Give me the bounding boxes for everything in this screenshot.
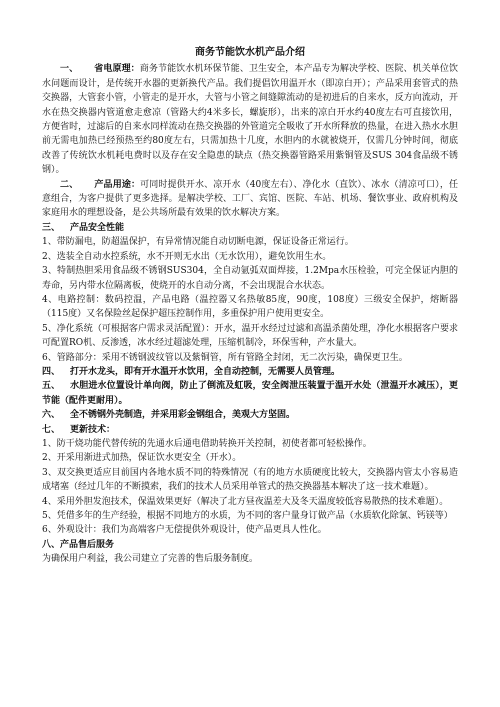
section-2 (42, 178, 458, 221)
list-item: 3、特制热胆采用食品级不锈钢SUS304，全自动氩弧双面焊接，1.2Mpa水压检验，可完全保证内胆的寿命，另内带水位隔离板，使烧开的水自动分离，不会出现混合水状态。 (42, 266, 458, 291)
list-item: 4、采用外胆发泡技术，保温效果更好（解决了北方昼夜温差大及冬天温度较低容易散热的技术难题）。 (42, 496, 449, 507)
section-3-heading: 三、 产品安全性能 (42, 222, 125, 233)
section-2-text: 可同时提供开水、凉开水（40度左右）、净化水（直饮）、冰水（清凉可口），任意组合，为客户提供了更多选择。是解决学校、工厂、宾馆、医院、车站、机场、餐饮事业、政府机构及家庭用水的理想设备，是公共场所最有效果的饮水解决方案。 (42, 179, 458, 219)
document-title: 商务节能饮水机产品介绍 (195, 47, 305, 58)
list-item: 2、开采用渐进式加热，保证饮水更安全（开水）。 (42, 453, 242, 464)
list-item: 3、双交换更适应目前国内各地水质不同的特殊情况（有的地方水质硬度比较大，交换器内管太小容易造成堵塞（经过几年的不断摸索，我们的技术人员采用单管式的热交换器基本解决了这一技术难题）。 (42, 467, 458, 493)
list-item: 6、管路部分：采用不锈钢波纹管以及紫铜管，所有管路全封闭，无二次污染，确保更卫生。 (42, 352, 408, 363)
section-5: 五、 水胆进水位置设计单向阀，防止了倒流及虹吸，安全阀泄压装置于温开水处（泄温开水减压），更节能（配件更耐用）。 (42, 381, 458, 406)
list-item: 2、选装全自动水控系统，水不开则无水出（无水饮用），避免饮用生水。 (42, 251, 332, 262)
section-7-heading: 七、 更新技术： (42, 424, 116, 435)
list-item: 6、外观设计：我们为高端客户无偿提供外观设计，使产品更具人性化。 (42, 525, 327, 536)
section-1-heading: 省电原理： (94, 64, 140, 75)
section-8-heading: 八、产品售后服务 (42, 539, 115, 550)
section-1 (42, 62, 458, 177)
section-2-heading: 产品用途： (94, 179, 141, 190)
list-item: 4、电路控制：数码控温，产品电路（温控器又名热敏85度，90度，108度）三级安全保护，熔断器（115度）又名保险丝起保护超压控制作用，多重保护用户使用更安全。 (42, 294, 458, 320)
section-6: 六、 全不锈钢外壳制造，并采用彩金钢组合，美观大方坚固。 (42, 410, 296, 421)
list-item: 5、凭借多年的生产经验，根据不同地方的水质，为不同的客户量身订做产品（水质软化除氯、钙镁等） (42, 511, 453, 521)
section-2-number: 二、 (60, 179, 79, 190)
section-1-text: 商务节能饮水机环保节能、卫生安全，本产品专为解决学校、医院、机关单位饮水问题而设计，是传统开水器的更新换代产品。我们提倡饮用温开水（即凉白开）；产品采用套管式的热交换器，大管套小管，小管走的是开水，大管与小管之间缝隙流动的是初进后的自来水，反方向流动，开水在热交换器内管道愈走愈凉（管路大约4米多长，螺旋形），出来的凉白开水约40度左右可直接饮用，方便省时，过滤后的自来水同样流动在热交换器的外管道完全吸收了开水所释放的热量，在进入热水水胆前无需电加热已经预热至约80度左右，只需加热十几度，水胆内的水就被烧开，仅需几分钟时间，彻底改善了传统饮水机耗电费时以及存在安全隐患的缺点（热交换器管路采用紫铜管及SUS 304食品级不锈钢）。 (42, 64, 458, 176)
list-item: 1、带防漏电，防超温保护，有异常情况能自动切断电源，保证设备正常运行。 (42, 237, 354, 248)
list-item: 1、防干烧功能代替传统的先通水后通电借助转换开关控制，初使者都可轻松操作。 (42, 438, 372, 449)
section-4: 四、 打开水龙头，即有开水温开水饮用，全自动控制，无需要人员管理。 (42, 366, 341, 377)
section-1-number: 一、 (60, 64, 79, 75)
section-8-text: 为确保用户利益，我公司建立了完善的售后服务制度。 (42, 554, 259, 565)
list-item: 5、净化系统（可根据客户需求灵活配置）：开水，温开水经过过滤和高温杀菌处理，净化水根据客户要求可配置RO机、反渗透，冰水经过超滤处理，压缩机制冷，环保雪种，产水量大。 (42, 323, 458, 349)
